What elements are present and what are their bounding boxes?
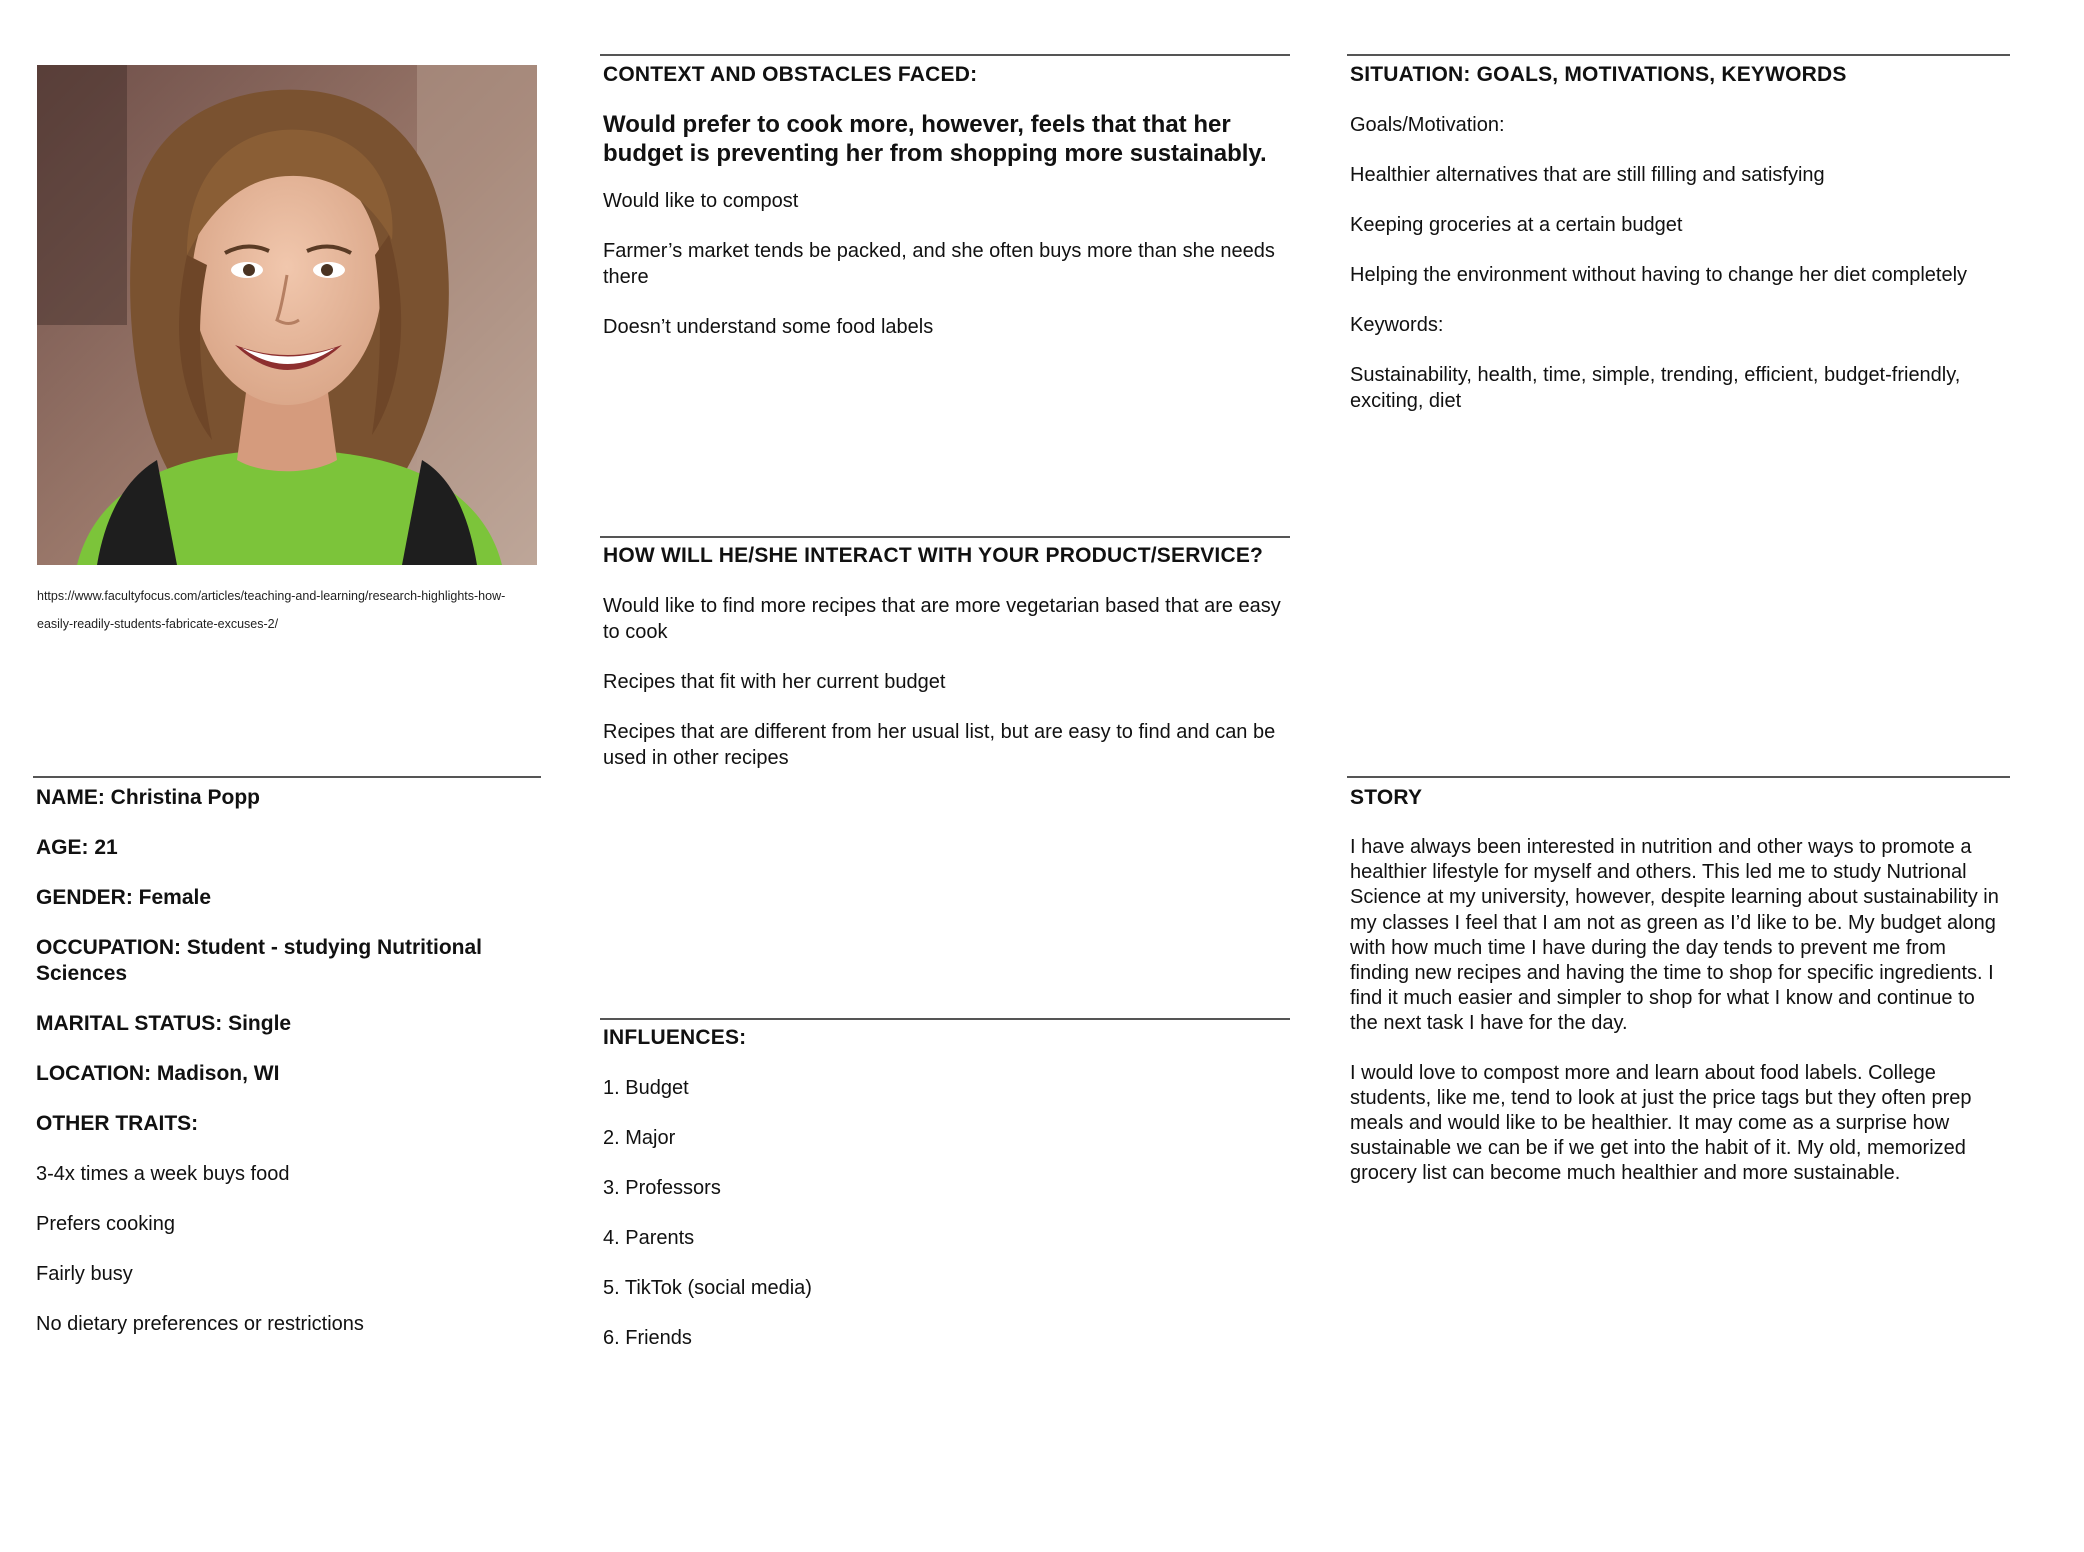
context-item: Would like to compost xyxy=(603,190,799,212)
influence-item: 2. Major xyxy=(603,1127,676,1149)
other-traits-label: OTHER TRAITS: xyxy=(36,1112,199,1135)
context-lead: Would prefer to cook more, however, feels that that her budget is preventing her from shopping more sustainably. xyxy=(603,111,1267,167)
profile-age: AGE: 21 xyxy=(36,836,118,859)
context-heading: CONTEXT AND OBSTACLES FACED: xyxy=(603,63,978,86)
trait-item: Fairly busy xyxy=(36,1263,133,1285)
interact-item: Recipes that are different from her usual list, but are easy to find and can be used in other recipes xyxy=(603,721,1276,769)
divider xyxy=(1347,776,2010,778)
profile-gender: GENDER: Female xyxy=(36,886,212,909)
trait-item: Prefers cooking xyxy=(36,1213,175,1235)
influence-item: 5. TikTok (social media) xyxy=(603,1277,812,1299)
goal-item: Healthier alternatives that are still filling and satisfying xyxy=(1350,164,1825,186)
influence-item: 1. Budget xyxy=(603,1077,689,1099)
profile-name: NAME: Christina Popp xyxy=(36,786,260,809)
goals-label: Goals/Motivation: xyxy=(1350,114,1505,136)
keywords-label: Keywords: xyxy=(1350,314,1444,336)
divider xyxy=(600,536,1290,538)
influences-section xyxy=(603,1025,1283,1351)
persona-photo xyxy=(37,65,537,565)
context-item: Farmer’s market tends be packed, and she often buys more than she needs there xyxy=(603,240,1275,288)
profile-section xyxy=(36,785,516,1337)
context-section xyxy=(603,62,1283,340)
trait-item: No dietary preferences or restrictions xyxy=(36,1313,364,1335)
divider xyxy=(600,1018,1290,1020)
interact-section xyxy=(603,543,1283,771)
situation-section xyxy=(1350,62,2010,414)
influence-item: 3. Professors xyxy=(603,1177,721,1199)
interact-item: Recipes that fit with her current budget xyxy=(603,671,946,693)
story-heading: STORY xyxy=(1350,786,1423,809)
goal-item: Keeping groceries at a certain budget xyxy=(1350,214,1683,236)
divider xyxy=(33,776,541,778)
influences-heading: INFLUENCES: xyxy=(603,1026,747,1049)
interact-heading: HOW WILL HE/SHE INTERACT WITH YOUR PRODUCT/SERVICE? xyxy=(603,544,1264,567)
story-paragraph: I would love to compost more and learn about food labels. College students, like me, tend to look at just the price tags but they often prep meals and would like to be healthier. It may come as a surprise how sustainable we can be if we get into the habit of it. My old, memorized grocery list can become much healthier and more sustainable. xyxy=(1350,1061,1972,1185)
profile-occupation: OCCUPATION: Student - studying Nutritional Sciences xyxy=(36,936,483,985)
context-item: Doesn’t understand some food labels xyxy=(603,316,934,338)
portrait-photo-icon xyxy=(37,65,537,565)
divider xyxy=(600,54,1290,56)
situation-heading: SITUATION: GOALS, MOTIVATIONS, KEYWORDS xyxy=(1350,63,1847,86)
story-paragraph: I have always been interested in nutrition and other ways to promote a healthier lifestyle for myself and others. This led me to study Nutrional Science at my university, however, despite learning about sustainability in my classes I feel that I am not as green as I’d like to be. My budget along with how much time I have during the day tends to prevent me from finding new recipes and having the time to shop for specific ingredients. I find it much easier and simpler to shop for what I know and continue to the next task I have for the day. xyxy=(1350,836,1999,1035)
keywords-text: Sustainability, health, time, simple, trending, efficient, budget-friendly, exciting, diet xyxy=(1350,364,1961,412)
profile-marital-status: MARITAL STATUS: Single xyxy=(36,1012,292,1035)
divider xyxy=(1347,54,2010,56)
influence-item: 4. Parents xyxy=(603,1227,695,1249)
trait-item: 3-4x times a week buys food xyxy=(36,1163,290,1185)
influence-item: 6. Friends xyxy=(603,1327,692,1349)
photo-source-caption: https://www.facultyfocus.com/articles/teaching-and-learning/research-highlights-how-easily-readily-students-fabricate-excuses-2/ xyxy=(37,589,506,631)
goal-item: Helping the environment without having to change her diet completely xyxy=(1350,264,1968,286)
profile-location: LOCATION: Madison, WI xyxy=(36,1062,280,1085)
story-section xyxy=(1350,785,2005,1187)
interact-item: Would like to find more recipes that are more vegetarian based that are easy to cook xyxy=(603,595,1281,643)
